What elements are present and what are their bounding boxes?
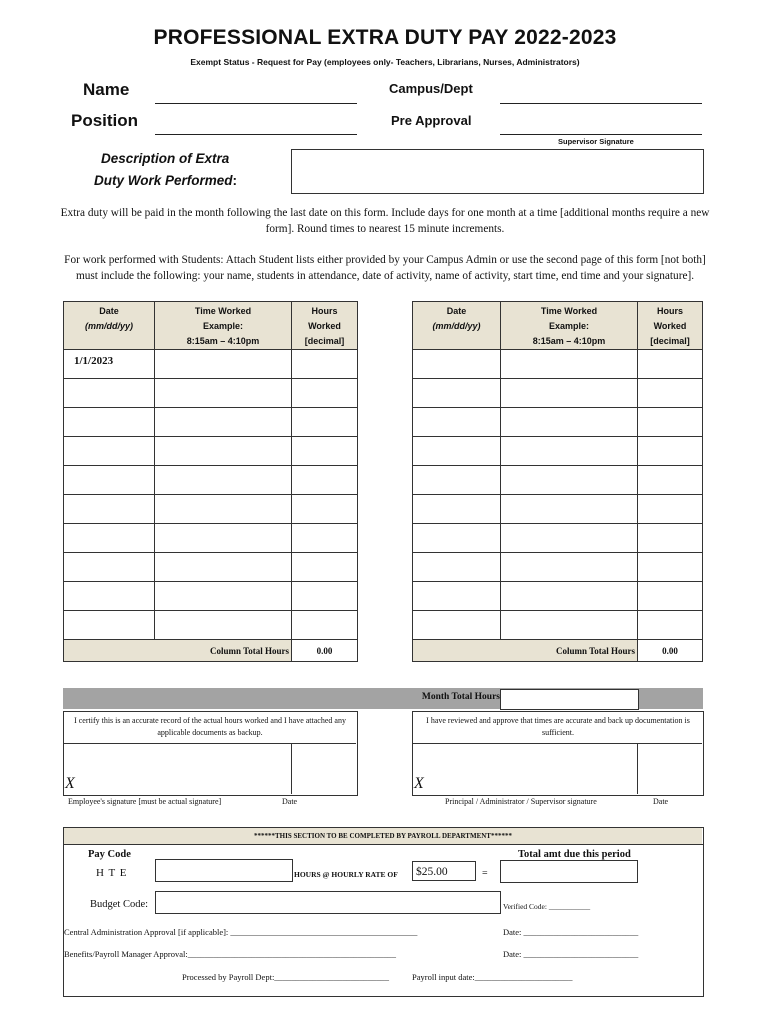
time-cell[interactable] (155, 408, 292, 437)
hours-cell[interactable] (292, 408, 358, 437)
time-cell[interactable] (501, 553, 638, 582)
time-cell[interactable] (501, 408, 638, 437)
date-cell[interactable] (64, 524, 155, 553)
description-input[interactable] (291, 149, 704, 194)
hours-cell[interactable] (638, 582, 703, 611)
preapproval-field[interactable] (500, 134, 702, 135)
payroll-input-date: Payroll input date:_______________________ (412, 972, 573, 982)
hours-cell[interactable] (292, 437, 358, 466)
time-cell[interactable] (501, 611, 638, 640)
right-time-table (412, 301, 703, 662)
campus-field[interactable] (500, 103, 702, 104)
time-cell[interactable] (155, 379, 292, 408)
date-cell[interactable] (64, 437, 155, 466)
form-subtitle: Exempt Status - Request for Pay (employees only- Teachers, Librarians, Nurses, Administrators) (190, 57, 580, 67)
time-cell[interactable] (155, 524, 292, 553)
hourly-rate-value: $25.00 (412, 861, 476, 881)
date-cell[interactable] (64, 466, 155, 495)
equals-sign: = (482, 868, 488, 879)
date-header: Date (mm/dd/yy) (413, 302, 501, 350)
position-field[interactable] (155, 134, 357, 135)
date-cell[interactable] (413, 611, 501, 640)
time-worked-header: Time Worked Example: 8:15am – 4:10pm (501, 302, 638, 350)
campus-label: Campus/Dept (389, 81, 473, 96)
hours-cell[interactable] (292, 524, 358, 553)
employee-signature-field[interactable] (63, 744, 291, 794)
hours-cell[interactable] (292, 466, 358, 495)
time-cell[interactable] (501, 379, 638, 408)
left-time-table (63, 301, 358, 662)
date-cell[interactable] (64, 553, 155, 582)
date-cell[interactable] (413, 553, 501, 582)
hours-cell[interactable] (638, 408, 703, 437)
budget-code-input[interactable] (155, 891, 501, 914)
time-cell[interactable] (501, 437, 638, 466)
time-worked-header: Time Worked Example: 8:15am – 4:10pm (155, 302, 292, 350)
time-cell[interactable] (501, 466, 638, 495)
supervisor-signature-label: Supervisor Signature (558, 137, 634, 146)
benefits-payroll-approval: Benefits/Payroll Manager Approval:_________________________________________________ (64, 949, 396, 959)
approver-certify-text: I have reviewed and approve that times are accurate and back up documentation is sufficient. (426, 716, 690, 737)
employee-sign-x: X (65, 775, 75, 792)
hours-cell[interactable] (638, 437, 703, 466)
employee-signature-caption: Employee's signature [must be actual signature] (68, 797, 222, 806)
total-due-label: Total amt due this period (518, 849, 631, 860)
hours-cell[interactable] (638, 495, 703, 524)
name-label: Name (83, 80, 130, 99)
hours-header: Hours Worked [decimal] (638, 302, 703, 350)
date-cell[interactable] (64, 495, 155, 524)
employee-certify-text: I certify this is an accurate record of the actual hours worked and I have attached any applicable documents as backup. (74, 716, 346, 737)
month-total-label: Month Total Hours (421, 692, 500, 702)
budget-code-label: Budget Code: (90, 899, 149, 910)
hours-cell[interactable] (638, 350, 703, 379)
month-total-input[interactable] (500, 689, 639, 710)
hours-cell[interactable] (292, 350, 358, 379)
date-cell[interactable] (64, 408, 155, 437)
date-cell[interactable] (413, 524, 501, 553)
benefits-payroll-date: Date: ___________________________ (503, 949, 639, 959)
time-cell[interactable] (155, 495, 292, 524)
time-cell[interactable] (155, 466, 292, 495)
date-cell[interactable] (64, 611, 155, 640)
hours-cell[interactable] (292, 495, 358, 524)
hours-cell[interactable] (638, 553, 703, 582)
verified-code: Verified Code: ___________ (503, 902, 591, 911)
time-cell[interactable] (501, 495, 638, 524)
time-cell[interactable] (155, 553, 292, 582)
hours-cell[interactable] (292, 553, 358, 582)
date-cell[interactable] (413, 350, 501, 379)
date-cell[interactable] (413, 379, 501, 408)
hours-cell[interactable] (638, 524, 703, 553)
date-cell[interactable] (413, 437, 501, 466)
date-cell[interactable] (413, 466, 501, 495)
instructions-pay-timing: Extra duty will be paid in the month following the last date on this form. Include days for one month at a time [additional months require a new form]. Round times to nearest 15 minute increments. (60, 207, 710, 235)
time-cell[interactable] (155, 582, 292, 611)
first-date-cell[interactable]: 1/1/2023 (64, 350, 155, 379)
date-cell[interactable] (413, 495, 501, 524)
time-cell[interactable] (501, 524, 638, 553)
hours-cell[interactable] (292, 379, 358, 408)
date-cell[interactable] (64, 582, 155, 611)
pay-code-value: H T E (96, 867, 128, 879)
approver-date-caption: Date (653, 797, 669, 806)
date-header: Date (mm/dd/yy) (64, 302, 155, 350)
date-cell[interactable] (413, 408, 501, 437)
form-title: PROFESSIONAL EXTRA DUTY PAY 2022-2023 (153, 26, 617, 49)
time-cell[interactable] (155, 437, 292, 466)
central-admin-date: Date: ___________________________ (503, 927, 639, 937)
date-cell[interactable] (64, 379, 155, 408)
employee-date-field[interactable] (292, 744, 356, 794)
hours-cell[interactable] (292, 582, 358, 611)
name-field[interactable] (155, 103, 357, 104)
instructions-student-work: For work performed with Students: Attach Student lists either provided by your Campus Admin or use the second page of this form [not both] must include the following: your name, students in attendance, date of activity, name of activity, start time, end time and your signature]. (64, 254, 706, 282)
approver-date-field[interactable] (638, 744, 702, 794)
processed-by-payroll: Processed by Payroll Dept:___________________________ (182, 972, 390, 982)
description-colon: : (232, 173, 238, 188)
right-column-total-value: 0.00 (638, 640, 703, 662)
time-cell[interactable] (501, 350, 638, 379)
time-cell[interactable] (155, 611, 292, 640)
left-column-total-label: Column Total Hours (64, 640, 292, 662)
date-cell[interactable] (413, 582, 501, 611)
hours-header: Hours Worked [decimal] (292, 302, 358, 350)
description-label-line1: Description of Extra (101, 151, 230, 166)
employee-date-caption: Date (282, 797, 298, 806)
left-column-total-value: 0.00 (292, 640, 358, 662)
hours-cell[interactable] (292, 611, 358, 640)
time-cell[interactable] (501, 582, 638, 611)
hours-cell[interactable] (638, 466, 703, 495)
description-label-line2: Duty Work Performed (94, 173, 233, 188)
hours-cell[interactable] (638, 611, 703, 640)
time-cell[interactable] (155, 350, 292, 379)
approver-signature-caption: Principal / Administrator / Supervisor signature (445, 797, 597, 806)
hours-cell[interactable] (638, 379, 703, 408)
preapproval-label: Pre Approval (391, 113, 472, 128)
hours-rate-label: HOURS @ HOURLY RATE OF (294, 870, 398, 879)
total-due-input[interactable] (500, 860, 638, 883)
central-admin-approval: Central Administration Approval [if applicable]: ____________________________________________ (64, 927, 418, 937)
approver-signature-field[interactable] (412, 744, 637, 794)
approver-sign-x: X (414, 775, 424, 792)
payroll-section-title: ******THIS SECTION TO BE COMPLETED BY PAYROLL DEPARTMENT****** (254, 832, 512, 840)
right-column-total-label: Column Total Hours (413, 640, 638, 662)
hours-input[interactable] (155, 859, 293, 882)
position-label: Position (71, 111, 139, 130)
pay-code-label: Pay Code (88, 849, 131, 860)
